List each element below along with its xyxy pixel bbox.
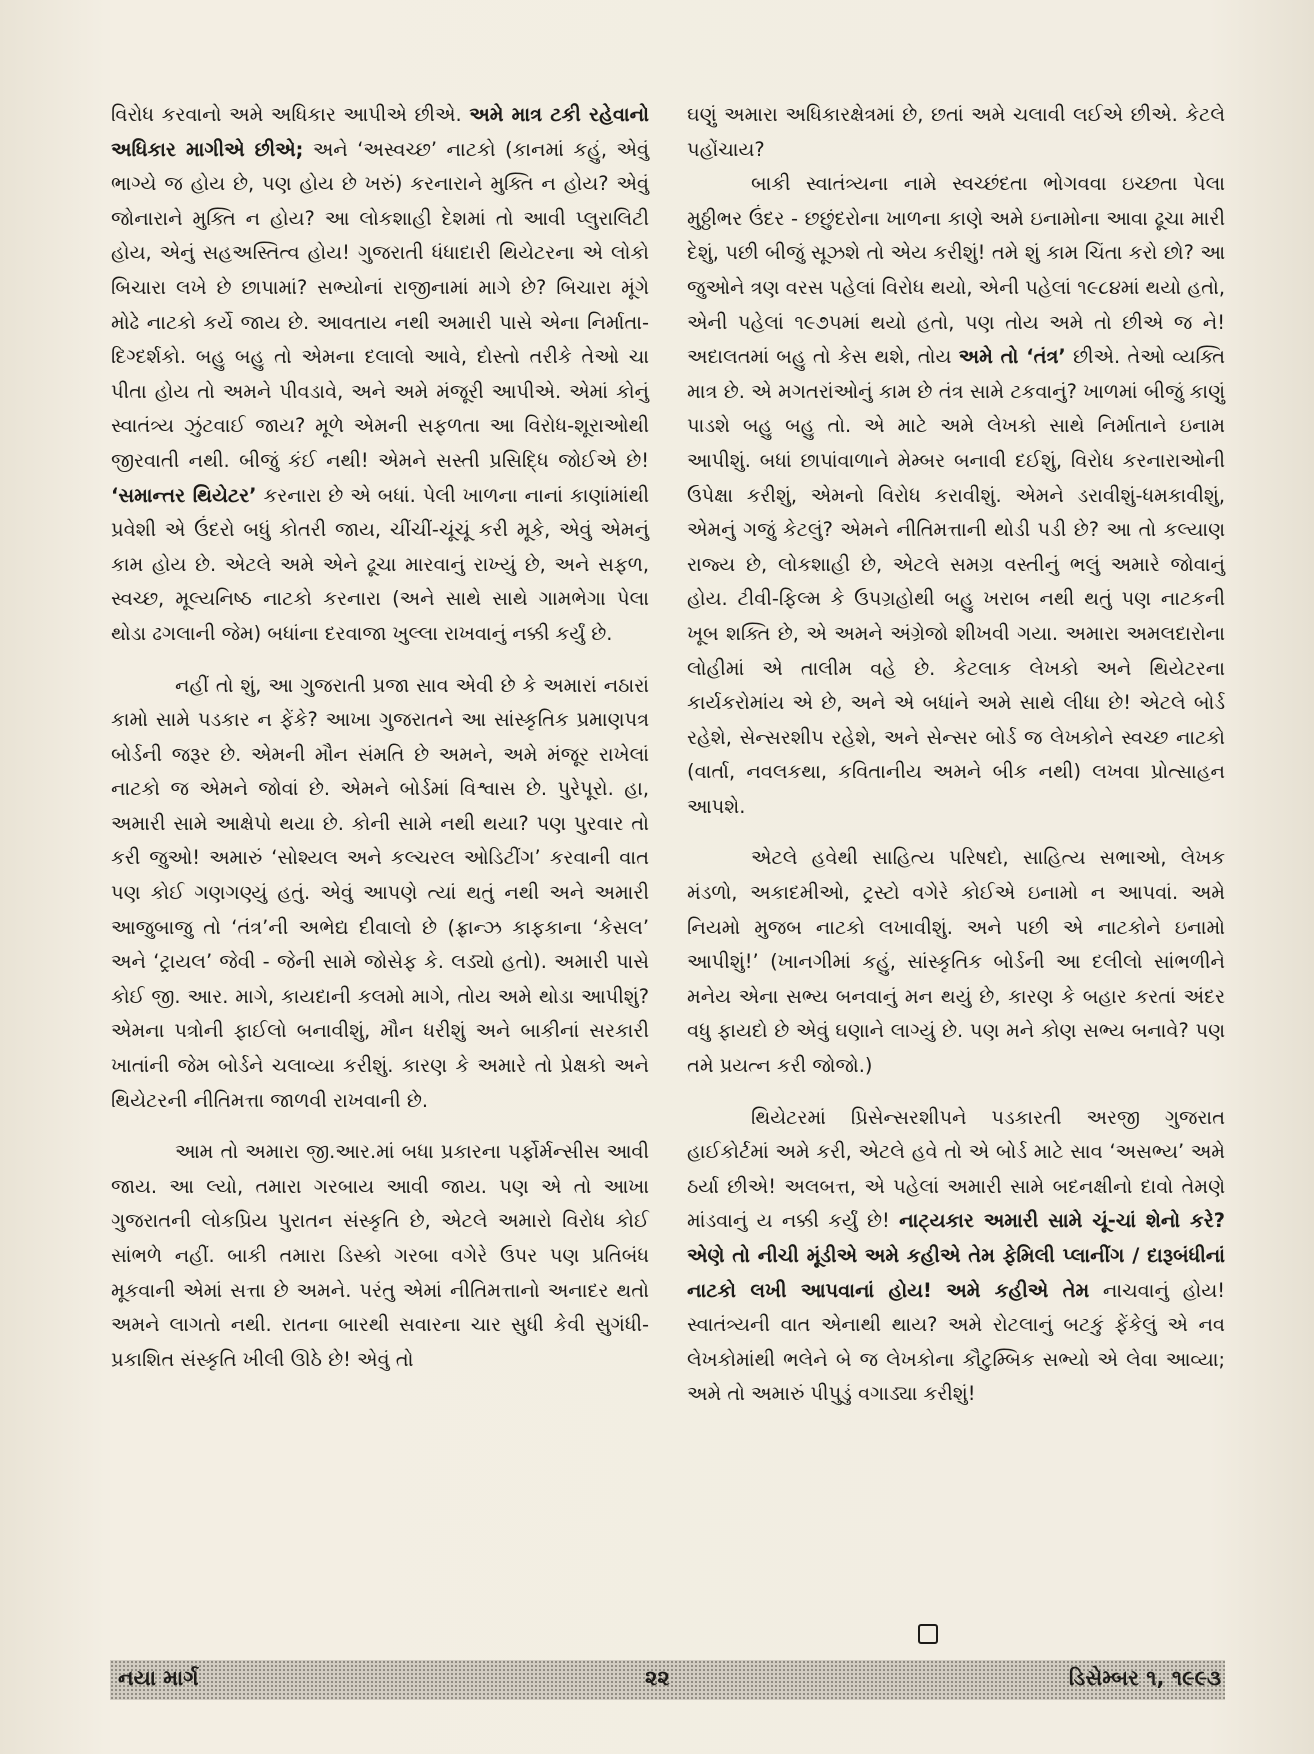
left-p1-text-c: કરનારા છે એ બધાં. પેલી ખાળના નાનાં કાણાંમાંથી પ્રવેશી એ ઉંદરો બધું કોતરી જાય, ચીંચીં-ચૂંચૂં કરી મૂકે, એવું એમનું કામ હોય છે. એટલે અમે એને ઢૂચા મારવાનું રાખ્યું છે, અને સફળ, સ્વચ્છ, મૂલ્યનિષ્ઠ નાટકો કરનારા (અને સાથે સાથે ગામભેગા પેલા થોડા ઢગલાની જેમ) બધાંના દરવાજા ખુલ્લા રાખવાનું નક્કી કર્યું છે. xyxy=(111,483,650,645)
right-p4-bold: નાટ્યકાર અમારી સામે ચૂં-ચાં શેનો કરે? એણે તો નીચી મૂંડીએ અમે કહીએ તેમ ફેમિલી પ્લાનીંગ / દારૂબંધીનાં નાટકો લખી આપવાનાં હોય! અમે કહીએ તેમ xyxy=(687,1209,1225,1302)
right-paragraph-2 xyxy=(687,167,1225,824)
footer-page-number: ૨૨ xyxy=(645,1666,670,1690)
right-p4-text-b: નાચવાનું હોય! સ્વાતંત્ર્યની વાત એનાથી થાય? અમે રોટલાનું બટકું ફેંકેલું એ નવ લેખકોમાંથી ભલેને બે જ લેખકોના કૌટુમ્બિક સભ્યો એ લેવા આવ્યા; અમે તો અમારું પીપુડું વગાડ્યા કરીશું! xyxy=(687,1278,1225,1406)
footer-magazine-name: નયા માર્ગ xyxy=(118,1666,199,1690)
right-paragraph-1: ઘણું અમારા અધિકારક્ષેત્રમાં છે, છતાં અમે ચલાવી લઈએ છીએ. કેટલે પહોંચાય? xyxy=(687,103,1225,161)
left-paragraph-3: આમ તો અમારા જી.આર.માં બધા પ્રકારના પર્ફોર્મન્સીસ આવી જાય. આ લ્યો, તમારા ગરબાય આવી જાય. પણ એ તો આખા ગુજરાતની લોકપ્રિય પુરાતન સંસ્કૃતિ છે, એટલે અમારો વિરોધ કોઈ સાંભળે નહીં. બાકી તમારા ડિસ્કો ગરબા વગેરે ઉપર પણ પ્રતિબંધ મૂકવાની એમાં સત્તા છે અમને. પરંતુ એમાં નીતિમત્તાનો અનાદર થતો અમને લાગતો નથી. રાતના બારથી સવારના ચાર સુધી કેવી સુગંધી-પ્રકાશિત સંસ્કૃતિ ખીલી ઊઠે છે! એવું તો xyxy=(111,1140,649,1371)
left-paragraph-2: નહીં તો શું, આ ગુજરાતી પ્રજા સાવ એવી છે કે અમારાં નઠારાં કામો સામે પડકાર ન ફેંકે? આખા ગુજરાતને આ સાંસ્કૃતિક પ્રમાણપત્ર બોર્ડની જરૂર છે. એમની મૌન સંમતિ છે અમને, અમે મંજૂર રાખેલાં નાટકો જ એમને જોવાં છે. એમને બોર્ડમાં વિશ્વાસ છે. પુરેપૂરો. હા, અમારી સામે આક્ષેપો થયા છે. કોની સામે નથી થયા? પણ પુરવાર તો કરી જુઓ! અમારું ‘સોશ્યલ અને કલ્ચરલ ઓડિટીંગ’ કરવાની વાત પણ કોઈ ગણગણ્યું હતું. એવું આપણે ત્યાં થતું નથી અને અમારી આજુબાજુ તો ‘તંત્ર’ની અભેદ્ય દીવાલો છે (ફ્રાન્ઝ કાફકાના ‘કેસલ’ અને ‘ટ્રાયલ’ જેવી - જેની સામે જોસેફ કે. લડ્યો હતો). અમારી પાસે કોઈ જી. આર. માગે, કાયદાની કલમો માગે, તોય અમે થોડા આપીશું? એમના પત્રોની ફાઈલો બનાવીશું, મૌન ધરીશું અને બાકીનાં સરકારી ખાતાંની જેમ બોર્ડને ચલાવ્યા કરીશું. કારણ કે અમારે તો પ્રેક્ષકો અને થિયેટરની નીતિમત્તા જાળવી રાખવાની છે. xyxy=(111,673,649,1112)
article-end-square-icon xyxy=(918,1624,938,1644)
left-p1-text-a: વિરોધ કરવાનો અમે અધિકાર આપીએ છીએ. xyxy=(111,103,470,126)
left-p1-bold-a: અમે માત્ર ટકી રહેવાનો અધિકાર માગીએ છીએ; xyxy=(111,103,649,161)
left-p1-bold-b: ‘સમાન્તર થિયેટર’ xyxy=(111,483,257,507)
right-paragraph-3: એટલે હવેથી સાહિત્ય પરિષદો, સાહિત્ય સભાઓ, લેખક મંડળો, અકાદમીઓ, ટ્રસ્ટો વગેરે કોઈએ ઇનામો ન આપવાં. અમે નિયમો મુજબ નાટકો લખાવીશું. અને પછી એ નાટકોને ઇનામો આપીશું!’ (ખાનગીમાં કહું, સાંસ્કૃતિક બોર્ડની આ દલીલો સાંભળીને મનેય એના સભ્ય બનવાનું મન થયું છે, કારણ કે બહાર કરતાં અંદર વધુ ફાયદો છે એવું ઘણાને લાગ્યું છે. પણ મને કોણ સભ્ય બનાવે? પણ તમે પ્રયત્ન કરી જોજો.) xyxy=(687,846,1225,1078)
right-p2-bold: અમે તો ‘તંત્ર’ xyxy=(958,345,1066,369)
right-column xyxy=(687,98,1225,1412)
right-p4-text-a: થિયેટરમાં પ્રિસેન્સરશીપને પડકારતી અરજી ગુજરાત હાઈકોર્ટમાં અમે કરી, એટલે હવે તો એ બોર્ડ માટે સાવ ‘અસભ્ય’ અમે ઠર્યા છીએ! અલબત્ત, એ પહેલાં અમારી સામે બદનક્ષીનો દાવો તેમણે માંડવાનું ય નક્કી કર્યું છે! xyxy=(687,1105,1225,1233)
right-paragraph-4 xyxy=(687,1101,1225,1412)
right-p2-text-a: બાકી સ્વાતંત્ર્યના નામે સ્વચ્છંદતા ભોગવવા ઇચ્છતા પેલા મુઠ્ઠીભર ઉંદર - છછુંદરોના ખાળના કાણે અમે ઇનામોના આવા ઢૂચા મારી દેશું, પછી બીજું સૂઝશે તો એય કરીશું! તમે શું કામ ચિંતા કરો છો? આ જુઓને ત્રણ વરસ પહેલાં વિરોધ થયો, એની પહેલાં ૧૯૮૪માં થયો હતો, એની પહેલાં ૧૯૭૫માં થયો હતો, પણ તોય અમે તો છીએ જ ને! અદાલતમાં બહુ તો કેસ થશે, તોય xyxy=(687,172,1225,369)
page-footer xyxy=(110,1660,1225,1700)
left-p1-text-b: અને ‘અસ્વચ્છ’ નાટકો (કાનમાં કહું, એવું ભાગ્યે જ હોય છે, પણ હોય છે ખરું) કરનારાને મુક્તિ ન હોય? એવું જોનારાને મુક્તિ ન હોય? આ લોકશાહી દેશમાં તો આવી પ્લુરાલિટી હોય, એનું સહઅસ્તિત્વ હોય! ગુજરાતી ધંધાદારી થિયેટરના એ લોકો બિચારા લખે છે છાપામાં? સભ્યોનાં રાજીનામાં માગે છે? બિચારા મૂંગે મોઢે નાટકો કર્યે જાય છે. આવતાય નથી અમારી પાસે એના નિર્માતા-દિગ્દર્શકો. બહુ બહુ તો એમના દલાલો આવે, દોસ્તો તરીકે તેઓ ચા પીતા હોય તો અમને પીવડાવે, અને અમે મંજૂરી આપીએ. એમાં કોનું સ્વાતંત્ર્ય ઝુંટવાઈ જાય? મૂળે એમની સફળતા આ વિરોધ-શૂરાઓથી જીરવાતી નથી. બીજું કંઈ નથી! એમને સસ્તી પ્રસિદ્ધિ જોઈએ છે! xyxy=(111,137,649,472)
right-p2-text-b: છીએ. તેઓ વ્યક્તિ માત્ર છે. એ મગતરાંઓનું કામ છે તંત્ર સામે ટકવાનું? ખાળમાં બીજું કાણું પાડશે બહુ બહુ તો. એ માટે અમે લેખકો સાથે નિર્માતાને ઇનામ આપીશું. બધાં છાપાંવાળાને મેમ્બર બનાવી દઈશું, વિરોધ કરનારાઓની ઉપેક્ષા કરીશું, એમનો વિરોધ કરાવીશું. એમને ડરાવીશું-ધમકાવીશું, એમનું ગજું કેટલું? એમને નીતિમત્તાની થોડી પડી છે? આ તો કલ્યાણ રાજ્ય છે, લોકશાહી છે, એટલે સમગ્ર વસ્તીનું ભલું અમારે જોવાનું હોય. ટીવી-ફિલ્મ કે ઉપગ્રહોથી બહુ ખરાબ નથી થતું પણ નાટકની ખૂબ શક્તિ છે, એ અમને અંગ્રેજો શીખવી ગયા. અમારા અમલદારોના લોહીમાં એ તાલીમ વહે છે. કેટલાક લેખકો અને થિયેટરના કાર્યકરોમાંય એ છે, અને એ બધાંને અમે સાથે લીધા છે! એટલે બોર્ડ રહેશે, સેન્સરશીપ રહેશે, અને સેન્સર બોર્ડ જ લેખકોને સ્વચ્છ નાટકો (વાર્તા, નવલકથા, કવિતાનીય અમને બીક નથી) લખવા પ્રોત્સાહન આપશે. xyxy=(687,345,1225,818)
footer-issue-date: ડિસેમ્બર ૧, ૧૯૯૩ xyxy=(1068,1666,1221,1690)
left-paragraph-1 xyxy=(111,98,649,652)
left-column xyxy=(111,98,649,1377)
